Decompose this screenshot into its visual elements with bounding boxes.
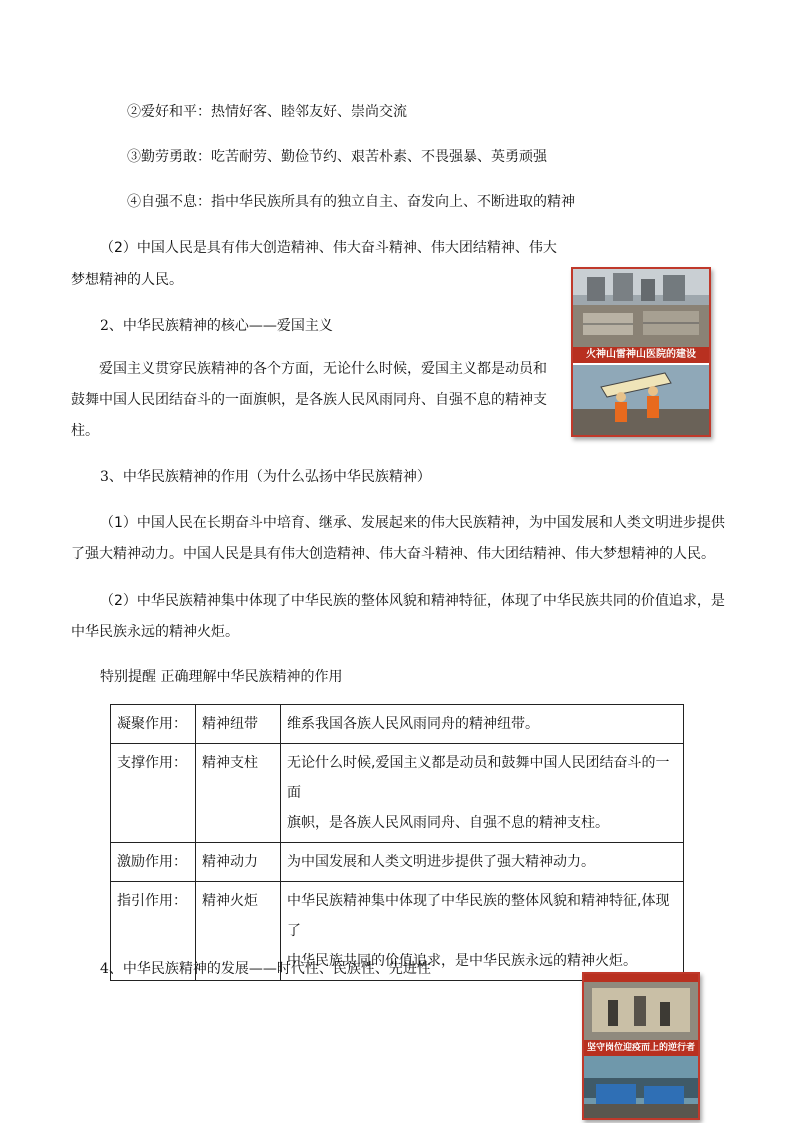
self-improvement-line: ④自强不息：指中华民族所具有的独立自主、奋发向上、不断进取的精神	[127, 194, 575, 210]
role-paragraph-2-line-1: （2）中华民族精神集中体现了中华民族的整体风貌和精神特征，体现了中华民族共同的价值追求，是	[100, 593, 725, 609]
role-cell: 支撑作用：	[111, 744, 196, 843]
table-row	[111, 843, 684, 882]
role-paragraph-1-line-2: 了强大精神动力。中国人民是具有伟大创造精神、伟大奋斗精神、伟大团结精神、伟大梦想精神的人民。	[71, 546, 715, 562]
role-paragraph-1-line-1: （1）中国人民在长期奋斗中培育、继承、发展起来的伟大民族精神，为中国发展和人类文明进步提供	[100, 515, 725, 531]
role-cell: 指引作用：	[111, 882, 196, 981]
section-heading-role: 3、中华民族精神的作用（为什么弘扬中华民族精神）	[100, 469, 431, 485]
frontline-workers-caption: 坚守岗位迎疫而上的逆行者	[584, 1040, 698, 1056]
table-row	[111, 744, 684, 843]
term-cell: 精神火炬	[196, 882, 281, 981]
description-line: 无论什么时候,爱国主义都是动员和鼓舞中国人民团结奋斗的一面	[287, 755, 670, 801]
term-cell: 精神支柱	[196, 744, 281, 843]
role-cell: 凝聚作用：	[111, 705, 196, 744]
spirit-role-table	[110, 704, 684, 981]
section-heading-development: 4、中华民族精神的发展——时代性、民族性、先进性	[100, 961, 431, 977]
description-line: 为中国发展和人类文明进步提供了强大精神动力。	[287, 854, 595, 870]
description-line: 旗帜，是各族人民风雨同舟、自强不息的精神支柱。	[287, 815, 609, 831]
patriotism-paragraph-line-1: 爱国主义贯穿民族精神的各个方面，无论什么时候，爱国主义都是动员和	[99, 361, 547, 377]
patriotism-paragraph-line-2: 鼓舞中国人民团结奋斗的一面旗帜，是各族人民风雨同舟、自强不息的精神支	[71, 392, 547, 408]
hospital-construction-image	[571, 267, 711, 437]
diligent-brave-line: ③勤劳勇敢：吃苦耐劳、勤俭节约、艰苦朴素、不畏强暴、英勇顽强	[127, 149, 547, 165]
term-cell: 精神动力	[196, 843, 281, 882]
description-line: 维系我国各族人民风雨同舟的精神纽带。	[287, 716, 539, 732]
section-heading-core: 2、中华民族精神的核心——爱国主义	[100, 318, 333, 334]
hospital-construction-caption: 火神山雷神山医院的建设	[573, 347, 709, 363]
description-cell	[281, 744, 684, 843]
table-row	[111, 705, 684, 744]
term-cell: 精神纽带	[196, 705, 281, 744]
chinese-people-paragraph-line-2: 梦想精神的人民。	[71, 272, 183, 288]
love-peace-line: ②爱好和平：热情好客、睦邻友好、崇尚交流	[127, 104, 407, 120]
role-cell: 激励作用：	[111, 843, 196, 882]
description-line: 中华民族精神集中体现了中华民族的整体风貌和精神特征,体现了	[287, 893, 670, 939]
patriotism-paragraph-line-3: 柱。	[71, 423, 99, 439]
description-cell	[281, 705, 684, 744]
special-reminder-label: 特别提醒 正确理解中华民族精神的作用	[100, 669, 343, 685]
role-paragraph-2-line-2: 中华民族永远的精神火炬。	[71, 624, 239, 640]
description-line: 中华民族共同的价值追求，是中华民族永远的精神火炬。	[287, 953, 637, 969]
frontline-workers-image	[582, 972, 700, 1120]
description-cell	[281, 843, 684, 882]
chinese-people-paragraph-line-1: （2）中国人民是具有伟大创造精神、伟大奋斗精神、伟大团结精神、伟大	[100, 240, 557, 256]
